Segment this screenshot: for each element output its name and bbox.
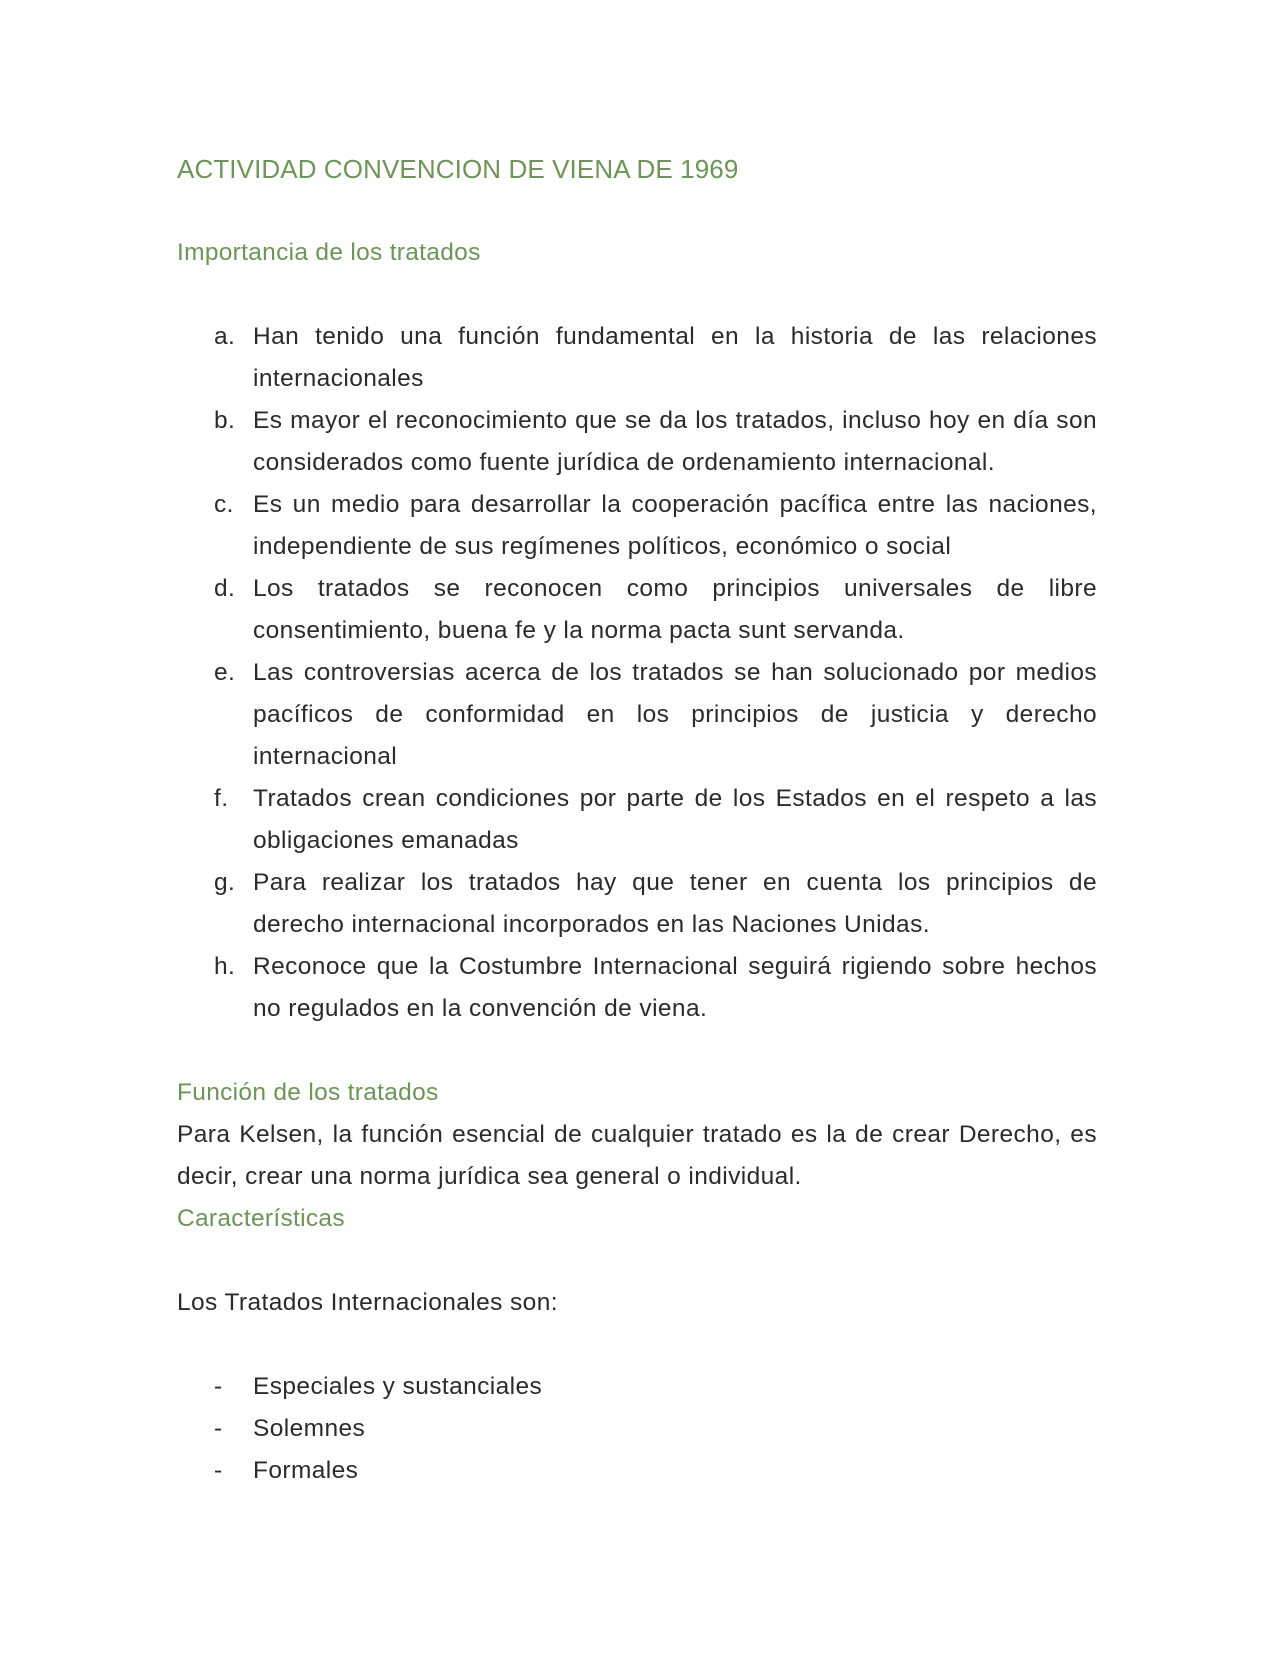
list-item: [177, 778, 1097, 862]
list-item-text: Tratados crean condiciones por parte de los Estados en el respeto a las obligaciones emanadas: [253, 785, 1097, 854]
list-item: [177, 652, 1097, 778]
funcion-paragraph: Para Kelsen, la función esencial de cualquier tratado es la de crear Derecho, es decir, crear una norma jurídica sea general o individual.: [177, 1121, 1097, 1190]
list-marker: d.: [214, 575, 236, 602]
list-item: [177, 1450, 1097, 1492]
list-marker: f.: [214, 785, 229, 812]
list-item-text: Formales: [253, 1457, 359, 1484]
list-item-text: Las controversias acerca de los tratados se han solucionado por medios pacíficos de conformidad en los principios de justicia y derecho internacional: [253, 659, 1097, 770]
list-item: [177, 1366, 1097, 1408]
document-title: ACTIVIDAD CONVENCION DE VIENA DE 1969: [177, 154, 739, 184]
importancia-list: [177, 316, 1097, 1030]
list-marker: a.: [214, 323, 236, 350]
spacer: [177, 190, 1097, 232]
list-item: [177, 484, 1097, 568]
list-item-text: Es mayor el reconocimiento que se da los tratados, incluso hoy en día son considerados como fuente jurídica de ordenamiento internacional.: [253, 407, 1097, 476]
spacer: [177, 274, 1097, 316]
list-item-text: Reconoce que la Costumbre Internacional seguirá rigiendo sobre hechos no regulados en la convención de viena.: [253, 953, 1097, 1022]
list-marker: g.: [214, 869, 236, 896]
section-heading-importancia: Importancia de los tratados: [177, 239, 481, 266]
list-marker: b.: [214, 407, 236, 434]
list-marker: h.: [214, 953, 236, 980]
document-page: [177, 148, 1097, 1492]
list-item: [177, 1408, 1097, 1450]
list-item-text: Solemnes: [253, 1415, 366, 1442]
list-item: [177, 400, 1097, 484]
list-marker: -: [214, 1457, 223, 1484]
list-item-text: Han tenido una función fundamental en la historia de las relaciones internacionales: [253, 323, 1097, 392]
list-item-text: Especiales y sustanciales: [253, 1373, 543, 1400]
list-item: [177, 862, 1097, 946]
section-heading-caracteristicas: Características: [177, 1205, 345, 1232]
caracteristicas-list: [177, 1366, 1097, 1492]
spacer: [177, 1030, 1097, 1072]
list-marker: -: [214, 1373, 223, 1400]
list-item-text: Es un medio para desarrollar la cooperación pacífica entre las naciones, independiente de sus regímenes políticos, económico o social: [253, 491, 1097, 560]
section-heading-funcion: Función de los tratados: [177, 1079, 439, 1106]
spacer: [177, 1240, 1097, 1282]
list-item: [177, 568, 1097, 652]
list-item: [177, 316, 1097, 400]
spacer: [177, 1324, 1097, 1366]
list-marker: -: [214, 1415, 223, 1442]
list-item-text: Los tratados se reconocen como principios universales de libre consentimiento, buena fe y la norma pacta sunt servanda.: [253, 575, 1097, 644]
caracteristicas-intro: Los Tratados Internacionales son:: [177, 1289, 558, 1316]
list-item: [177, 946, 1097, 1030]
list-marker: c.: [214, 491, 234, 518]
list-marker: e.: [214, 659, 236, 686]
list-item-text: Para realizar los tratados hay que tener en cuenta los principios de derecho internacional incorporados en las Naciones Unidas.: [253, 869, 1097, 938]
